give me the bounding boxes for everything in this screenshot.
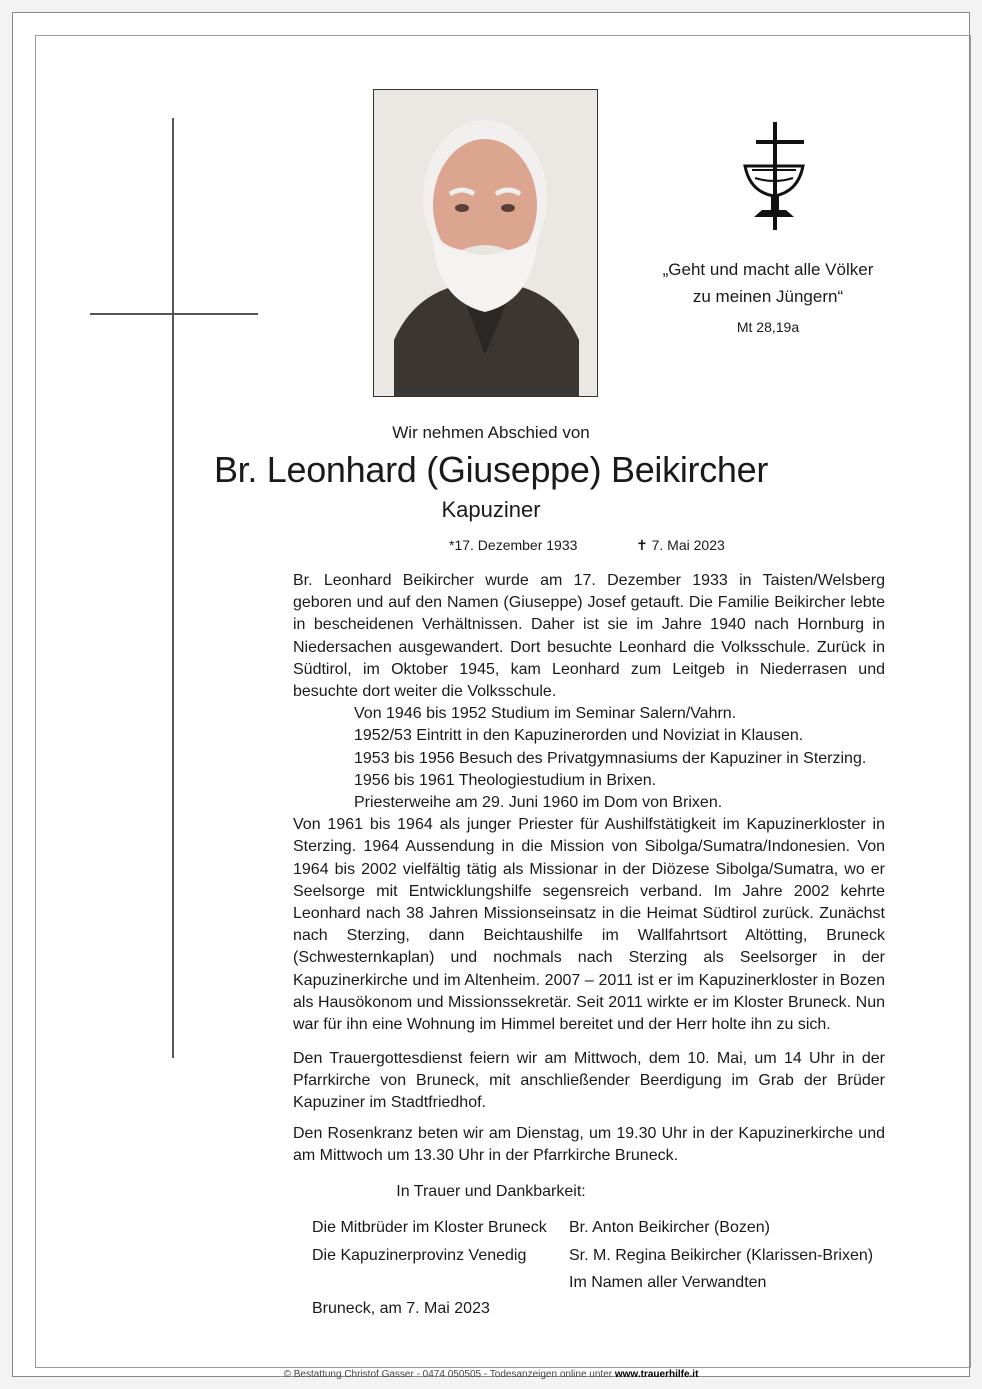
deceased-name: Br. Leonhard (Giuseppe) Beikircher (213, 449, 769, 490)
birth-date: *17. Dezember 1933 (449, 537, 578, 553)
chalice-cross-icon (742, 122, 806, 230)
mourner-entry: Die Mitbrüder im Kloster Bruneck (312, 1219, 547, 1236)
biography-intro: Br. Leonhard Beikircher wurde am 17. Dezember 1933 in Taisten/Welsberg geboren und auf den Namen (Giuseppe) Josef getauft. Die Familie Beikircher lebte in bescheidenen Verhältnissen. Daher ist sie im Jahre 1940 nach Hornburg in Niedersachen ausgewandert. Dort besuchte Leonhard die Volksschule. Zurück in Südtirol, im Oktober 1945, kam Leonhard zum Leitgeb in Niederrasen und besuchte dort weiter die Volksschule. (293, 572, 885, 701)
mourner-entry: Br. Anton Beikircher (Bozen) (569, 1219, 770, 1236)
farewell-intro: Wir nehmen Abschied von (392, 423, 590, 442)
bible-quote (640, 256, 896, 341)
biography-continuation: Von 1961 bis 1964 als junger Priester für Aushilfstätigkeit im Kapuzinerkloster in Sterzing. 1964 Aussendung in die Mission von Sibolga/Sumatra/Indonesien. Von 1964 bis 2002 vielfältig tätig als Missionar in der Diözese Sibolga/Sumatra, wo er Seelsorge mit Entwicklungshilfe segensreich verband. Im Jahre 2002 kehrte Leonhard nach 38 Jahren Missionseinsatz in die Heimat Südtirol zurück. Zunächst nach Sterzing, dann Beichtaushilfe im Wallfahrtsort Altötting, Bruneck (Schwesternkaplan) und nochmals nach Sterzing als Seelsorger in der Kapuzinerkirche und im Altenheim. 2007 – 2011 ist er im Kapuzinerkloster in Bozen als Hausökonom und Missionssekretär. Seit 2011 wirkte er im Kloster Bruneck. Nun war für ihn eine Wohnung im Himmel bereitet und der Herr holte ihn zu sich. (293, 816, 885, 1034)
funeral-info: Den Trauergottesdienst feiern wir am Mittwoch, dem 10. Mai, um 14 Uhr in der Pfarrkirche von Bruneck, mit anschließender Beerdigung im Grab der Brüder Kapuziner im Stadtfriedhof. (293, 1050, 885, 1112)
milestone-item: 1952/53 Eintritt in den Kapuzinerorden und Noviziat in Klausen. (354, 727, 804, 745)
mourner-entry: Sr. M. Regina Beikircher (Klarissen-Brixen) (569, 1246, 874, 1264)
milestone-item: 1953 bis 1956 Besuch des Privatgymnasiums der Kapuziner in Sterzing. (354, 749, 867, 767)
quote-reference: Mt 28,19a (736, 319, 800, 335)
milestone-item: 1956 bis 1961 Theologiestudium in Brixen. (354, 771, 657, 789)
mourner-entry: Die Kapuzinerprovinz Venedig (312, 1246, 527, 1264)
footer-text: © Bestattung Christof Gasser - 0474 050505 - Todesanzeigen online unter (283, 1369, 615, 1380)
mourner-entry: Im Namen aller Verwandten (569, 1274, 767, 1291)
mourners-left (312, 1214, 547, 1269)
mourning-title: In Trauer und Dankbarkeit: (396, 1183, 586, 1200)
milestones-list (293, 703, 885, 814)
latin-cross-icon (172, 118, 174, 1058)
mourners-right (569, 1214, 873, 1297)
rosary-info: Den Rosenkranz beten wir am Dienstag, um 19.30 Uhr in der Kapuzinerkirche und am Mittwoch um 13.30 Uhr in der Pfarrkirche Bruneck. (293, 1124, 885, 1164)
religious-order: Kapuziner (441, 497, 541, 522)
quote-line-2: zu meinen Jüngern“ (692, 287, 844, 306)
quote-line-1: „Geht und macht alle Völker (662, 260, 874, 279)
footer-link[interactable]: www.trauerhilfe.it (614, 1369, 699, 1380)
death-date: ✝ 7. Mai 2023 (636, 537, 725, 553)
footer (0, 1369, 982, 1380)
biography (293, 570, 885, 1036)
latin-cross-icon-beam (90, 313, 258, 315)
milestone-item: Von 1946 bis 1952 Studium im Seminar Salern/Vahrn. (354, 705, 737, 723)
place-date: Bruneck, am 7. Mai 2023 (312, 1300, 490, 1317)
service-info (293, 1048, 885, 1167)
portrait-photo (373, 89, 598, 397)
milestone-item: Priesterweihe am 29. Juni 1960 im Dom von Brixen. (354, 794, 723, 812)
